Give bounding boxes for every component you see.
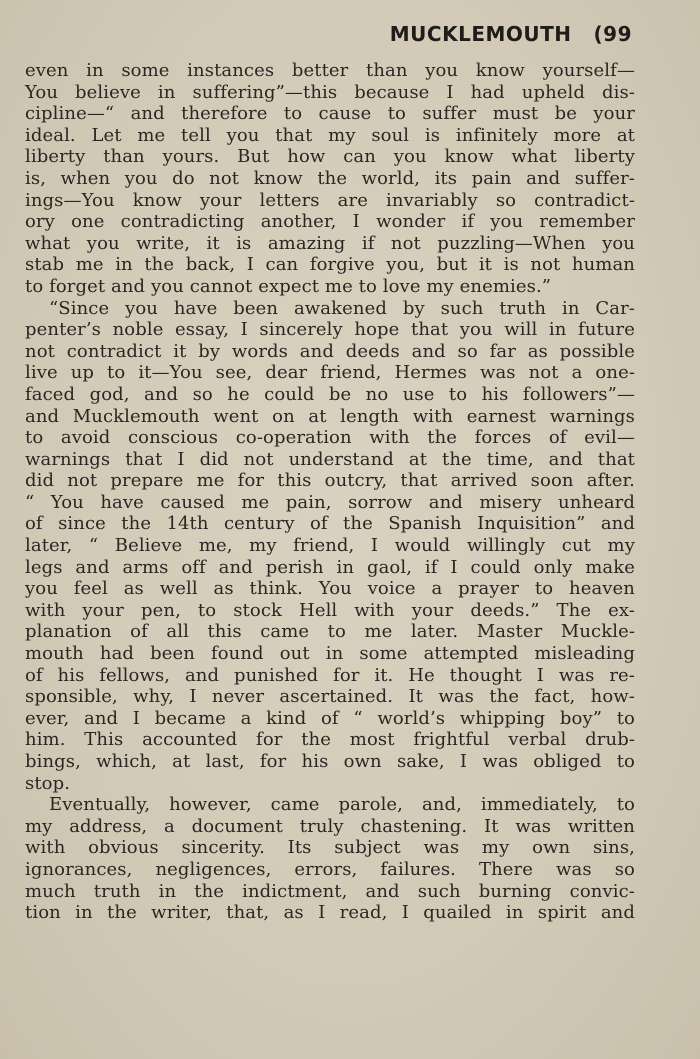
text-line: with your pen, to stock Hell with your deeds.” The ex- [25, 599, 635, 621]
page-number: (99 [593, 22, 632, 46]
text-line: of since the 14th century of the Spanish Inquisition” and [25, 513, 635, 535]
text-line: “ You have caused me pain, sorrow and misery unheard [25, 491, 635, 513]
text-line: ideal. Let me tell you that my soul is infinitely more at [25, 124, 635, 146]
text-line: legs and arms off and perish in gaol, if I could only make [25, 556, 635, 578]
text-line: You believe in suffering”—this because I had upheld dis- [25, 81, 635, 103]
text-line: even in some instances better than you know yourself— [25, 60, 635, 81]
running-head [390, 22, 632, 46]
text-line: with obvious sincerity. Its subject was my own sins, [25, 837, 635, 859]
text-line: is, when you do not know the world, its pain and suffer- [25, 167, 635, 189]
text-line: did not prepare me for this outcry, that arrived soon after. [25, 470, 635, 492]
body-text [25, 60, 635, 924]
text-line: to forget and you cannot expect me to love my enemies.” [25, 275, 552, 297]
text-line: stab me in the back, I can forgive you, but it is not human [25, 254, 635, 276]
text-line: mouth had been found out in some attempted misleading [25, 643, 635, 665]
text-line: warnings that I did not understand at the time, and that [25, 448, 635, 470]
text-line: stop. [25, 772, 71, 794]
text-line: much truth in the indictment, and such burning convic- [25, 880, 635, 902]
text-line: ignorances, negligences, errors, failures. There was so [25, 858, 635, 880]
text-line: sponsible, why, I never ascertained. It was the fact, how- [25, 686, 635, 708]
text-line: faced god, and so he could be no use to his followers”— [25, 383, 635, 405]
text-line: not contradict it by words and deeds and so far as possible [25, 340, 635, 362]
text-line: liberty than yours. But how can you know what liberty [25, 146, 635, 168]
text-line: planation of all this came to me later. Master Muckle- [25, 621, 635, 643]
text-line: Eventually, however, came parole, and, immediately, to [49, 794, 635, 816]
text-line: ings—You know your letters are invariably so contradict- [25, 189, 635, 211]
text-line: penter’s noble essay, I sincerely hope that you will in future [25, 319, 635, 341]
text-line: to avoid conscious co-operation with the forces of evil— [25, 427, 635, 449]
running-title: MUCKLEMOUTH [389, 22, 572, 46]
text-line: bings, which, at last, for his own sake, I was obliged to [25, 751, 635, 772]
text-line: later, “ Believe me, my friend, I would willingly cut my [25, 535, 635, 557]
text-line: you feel as well as think. You voice a prayer to heaven [25, 578, 635, 600]
text-line: tion in the writer, that, as I read, I quailed in spirit and [25, 902, 635, 924]
text-line: ory one contradicting another, I wonder if you remember [25, 211, 635, 233]
text-line: ever, and I became a kind of “ world’s whipping boy” to [25, 707, 635, 729]
text-line: what you write, it is amazing if not puzzling—When you [25, 232, 635, 254]
text-line: him. This accounted for the most frightful verbal drub- [25, 729, 635, 751]
text-line: “Since you have been awakened by such truth in Car- [49, 297, 635, 319]
text-line: live up to it—You see, dear friend, Hermes was not a one- [25, 362, 635, 384]
text-line: and Mucklemouth went on at length with earnest warnings [25, 405, 635, 427]
text-line: of his fellows, and punished for it. He thought I was re- [25, 664, 635, 686]
text-line: my address, a document truly chastening. It was written [25, 815, 635, 837]
text-line: cipline—“ and therefore to cause to suffer must be your [25, 103, 635, 125]
